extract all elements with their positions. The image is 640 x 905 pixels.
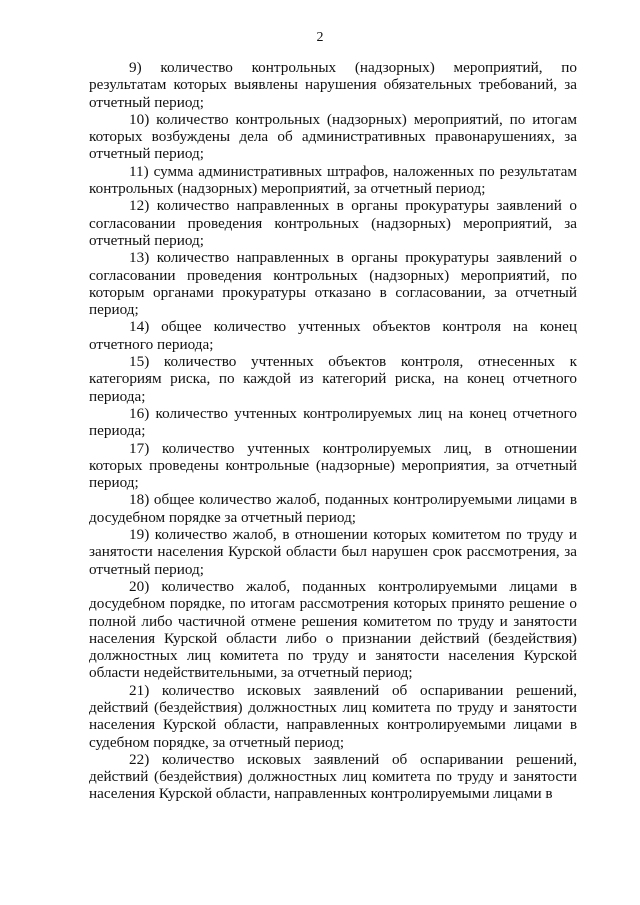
document-body	[89, 59, 577, 803]
list-item: 14) общее количество учтенных объектов контроля на конец отчетного периода;	[89, 318, 577, 353]
list-item: 20) количество жалоб, поданных контролируемыми лицами в досудебном порядке, по итогам рассмотрения которых принято решение о полной либо частичной отмене решения комитетом по труду и занятости населения Курской области либо о признании действий (бездействия) должностных лиц комитета по труду и занятости населения Курской области недействительными, за отчетный период;	[89, 577, 577, 682]
list-item: 19) количество жалоб, в отношении которых комитетом по труду и занятости населения Курской области был нарушен срок рассмотрения, за отчетный период;	[89, 526, 577, 578]
list-item: 21) количество исковых заявлений об оспаривании решений, действий (бездействия) должностных лиц комитета по труду и занятости населения Курской области, направленных контролируемыми лицами в судебном порядке, за отчетный период;	[89, 681, 577, 751]
list-item: 11) сумма административных штрафов, наложенных по результатам контрольных (надзорных) мероприятий, за отчетный период;	[89, 162, 577, 198]
list-item: 10) количество контрольных (надзорных) мероприятий, по итогам которых возбуждены дела об административных правонарушениях, за отчетный период;	[89, 110, 577, 163]
list-item: 18) общее количество жалоб, поданных контролируемыми лицами в досудебном порядке за отчетный период;	[89, 491, 577, 526]
page-number: 2	[316, 30, 324, 45]
list-item: 15) количество учтенных объектов контроля, отнесенных к категориям риска, по каждой из категорий риска, на конец отчетного периода;	[89, 353, 577, 405]
list-item: 17) количество учтенных контролируемых лиц, в отношении которых проведены контрольные (надзорные) мероприятия, за отчетный период;	[89, 439, 577, 492]
list-item: 13) количество направленных в органы прокуратуры заявлений о согласовании проведения контрольных (надзорных) мероприятий, по которым органами прокуратуры отказано в согласовании, за отчетный период;	[89, 249, 577, 319]
list-item: 16) количество учтенных контролируемых лиц на конец отчетного периода;	[89, 404, 577, 440]
list-item: 9) количество контрольных (надзорных) мероприятий, по результатам которых выявлены нарушения обязательных требований, за отчетный период;	[89, 59, 577, 111]
list-item: 12) количество направленных в органы прокуратуры заявлений о согласовании проведения контрольных (надзорных) мероприятий, за отчетный период;	[89, 197, 577, 249]
list-item: 22) количество исковых заявлений об оспаривании решений, действий (бездействия) должностных лиц комитета по труду и занятости населения Курской области, направленных контролируемыми лицами в	[89, 750, 577, 803]
